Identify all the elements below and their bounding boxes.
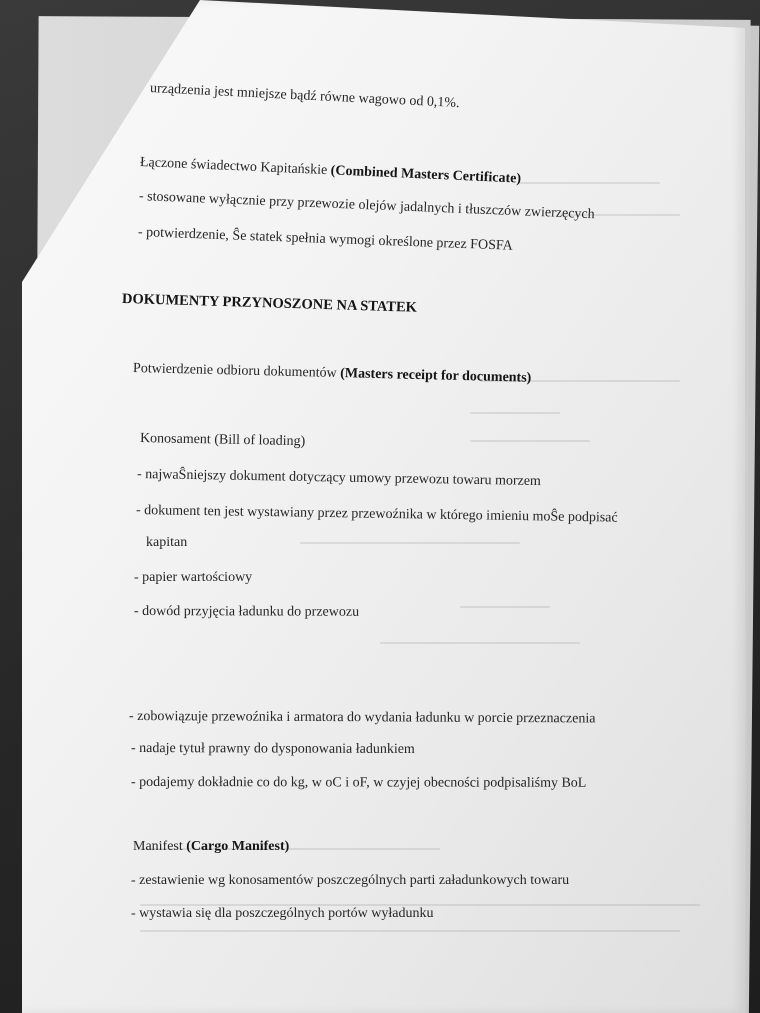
title-plain: Potwierdzenie odbioru dokumentów — [132, 361, 341, 382]
list-item: - zobowiązuje przewoźnika i armatora do wydania ładunku w porcie przeznaczenia — [128, 709, 596, 727]
section-heading: DOKUMENTY PRZYNOSZONE NA STATEK — [121, 291, 418, 316]
list-item: - wystawia się dla poszczególnych portów wyładunku — [131, 906, 434, 921]
show-through-line — [380, 642, 580, 644]
title-plain: Manifest — [133, 839, 187, 854]
title-bold: (Cargo Manifest) — [186, 839, 290, 854]
show-through-line — [470, 412, 560, 414]
list-item: - nadaje tytuł prawny do dysponowania ładunkiem — [130, 741, 415, 757]
list-item: - najwaŜniejszy dokument dotyczący umowy przewozu towaru morzem — [136, 467, 542, 490]
show-through-line — [470, 440, 590, 442]
title-plain: Łączone świadectwo Kapitańskie — [139, 155, 332, 179]
bill-of-loading-title: Konosament (Bill of loading) — [139, 431, 306, 450]
title-bold: (Masters receipt for documents) — [340, 366, 532, 386]
list-item: - zestawienie wg konosamentów poszczególnych parti załadunkowych towaru — [131, 873, 570, 888]
list-item: - potwierdzenie, Ŝe statek spełnia wymogi określone przez FOSFA — [137, 225, 513, 254]
continuation-line: urządzenia jest mniejsze bądź równe wagowo od 0,1%. — [149, 81, 460, 112]
show-through-line — [140, 930, 680, 932]
title-bold: (Combined Masters Certificate) — [330, 163, 522, 187]
list-item-continuation: kapitan — [146, 535, 188, 550]
list-item: - podajemy dokładnie co do kg, w oC i oF, w czyjej obecności podpisaliśmy BoL — [130, 775, 587, 791]
list-item: - dokument ten jest wystawiany przez przewoźnika w którego imieniu moŜe podpisać — [135, 503, 618, 526]
list-item: - papier wartościowy — [134, 570, 253, 585]
list-item: - dowód przyjęcia ładunku do przewozu — [133, 604, 360, 620]
show-through-line — [300, 542, 520, 544]
show-through-line — [460, 606, 550, 608]
cargo-manifest-title — [133, 840, 289, 854]
list-item: - stosowane wyłącznie przy przewozie olejów jadalnych i tłuszczów zwierzęcych — [138, 189, 595, 223]
show-through-line — [520, 182, 660, 184]
